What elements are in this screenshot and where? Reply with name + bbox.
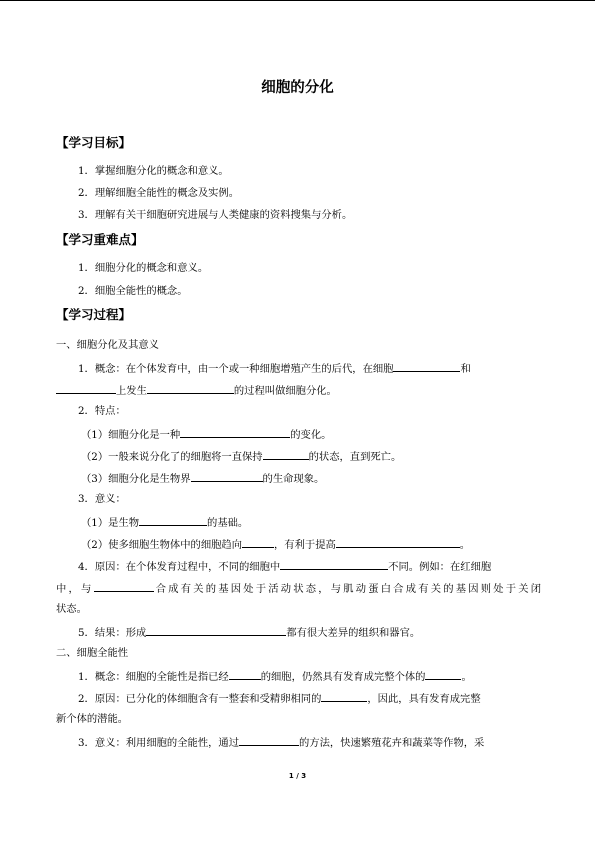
totipotency-concept: 1．概念：细胞的全能性是指已经 的细胞，仍然具有发育成完整个体的 。 bbox=[78, 671, 472, 683]
keypoint-item: 2．细胞全能性的概念。 bbox=[78, 285, 188, 297]
blank[interactable] bbox=[321, 691, 367, 702]
part2-heading: 二、细胞全能性 bbox=[56, 647, 129, 659]
blank[interactable] bbox=[191, 471, 263, 482]
feature-item: （2）一般来说分化了的细胞将一直保持 的状态，直到死亡。 bbox=[81, 451, 402, 463]
keypoint-item: 1．细胞分化的概念和意义。 bbox=[78, 262, 209, 274]
totipotency-cause-cont: 新个体的潜能。 bbox=[56, 713, 129, 725]
totipotency-significance: 3．意义：利用细胞的全能性，通过 的方法，快速繁殖花卉和蔬菜等作物，采 bbox=[78, 737, 485, 749]
cause-paragraph-cont: 中，与 合成有关的基因处于活动状态，与肌动蛋白合成有关的基因则处于关闭 bbox=[56, 583, 541, 595]
blank[interactable] bbox=[180, 427, 290, 438]
page-number: 1 / 3 bbox=[288, 772, 307, 780]
blank[interactable] bbox=[239, 735, 299, 746]
goal-item: 2．理解细胞全能性的概念及实例。 bbox=[78, 187, 240, 199]
significance-item: （1）是生物 的基础。 bbox=[81, 517, 249, 529]
feature-item: （1）细胞分化是一种 的变化。 bbox=[81, 429, 332, 441]
blank[interactable] bbox=[242, 537, 274, 548]
differentiation-concept: 1．概念：在个体发育中，由一个或一种细胞增殖产生的后代，在细胞 和 bbox=[78, 363, 471, 375]
top-border-line bbox=[0, 0, 595, 1]
blank[interactable] bbox=[147, 383, 234, 394]
cause-paragraph-end: 状态。 bbox=[56, 603, 87, 615]
blank[interactable] bbox=[94, 581, 154, 592]
section-heading-keypoints: 【学习重难点】 bbox=[56, 232, 144, 247]
part1-heading: 一、细胞分化及其意义 bbox=[56, 339, 159, 351]
features-heading: 2．特点： bbox=[78, 405, 126, 417]
significance-heading: 3．意义： bbox=[78, 493, 126, 505]
blank[interactable] bbox=[56, 383, 116, 394]
result-paragraph: 5．结果：形成 都有很大差异的组织和器官。 bbox=[78, 627, 421, 639]
goal-item: 3．理解有关干细胞研究进展与人类健康的资料搜集与分析。 bbox=[78, 209, 353, 221]
blank[interactable] bbox=[229, 669, 261, 680]
significance-item: （2）使多细胞生物体中的细胞趋向 ，有利于提高 。 bbox=[81, 539, 471, 551]
page-title: 细胞的分化 bbox=[261, 80, 334, 96]
goal-item: 1．掌握细胞分化的概念和意义。 bbox=[78, 165, 229, 177]
blank[interactable] bbox=[280, 559, 388, 570]
blank[interactable] bbox=[263, 449, 309, 460]
feature-item: （3）细胞分化是生物界 的生命现象。 bbox=[81, 473, 325, 485]
cause-paragraph: 4．原因：在个体发育过程中，不同的细胞中 不同。例如：在红细胞 bbox=[78, 561, 492, 573]
section-heading-process: 【学习过程】 bbox=[56, 307, 132, 322]
blank[interactable] bbox=[146, 625, 286, 636]
blank[interactable] bbox=[139, 515, 207, 526]
differentiation-concept-cont: 上发生 的过程叫做细胞分化。 bbox=[56, 383, 541, 398]
section-heading-goals: 【学习目标】 bbox=[56, 135, 132, 150]
totipotency-cause: 2．原因：已分化的体细胞含有一整套和受精卵相同的 ，因此，具有发育成完整 bbox=[78, 693, 481, 705]
blank[interactable] bbox=[393, 361, 460, 372]
blank[interactable] bbox=[425, 669, 461, 680]
blank[interactable] bbox=[336, 537, 460, 548]
